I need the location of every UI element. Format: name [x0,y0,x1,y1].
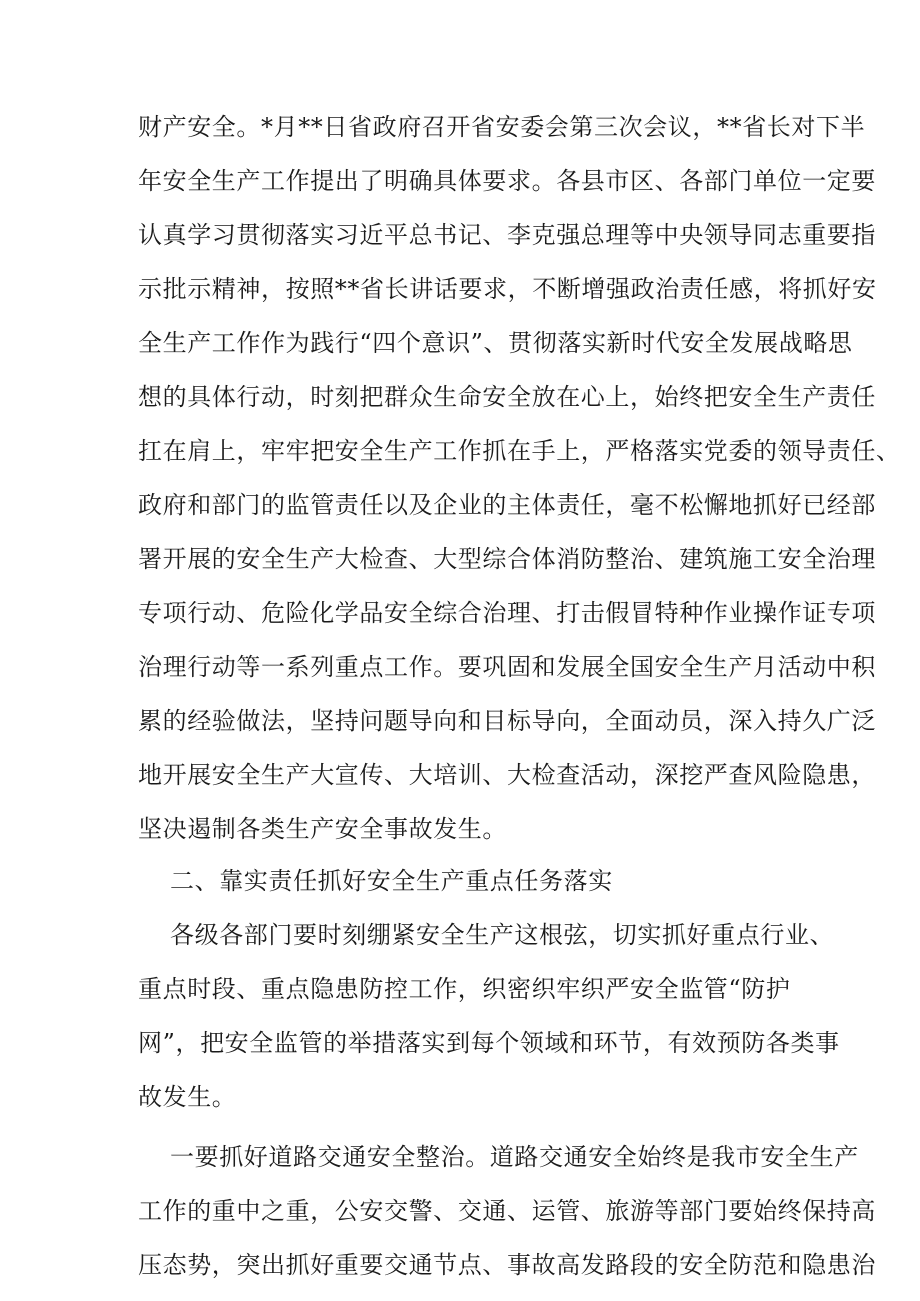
paragraph-1-line: 全生产工作作为践行“四个意识”、贯彻落实新时代安全发展战略思 [138,329,853,357]
paragraph-1-line: 年安全生产工作提出了明确具体要求。各县市区、各部门单位一定要 [138,167,876,195]
paragraph-3-line: 一要抓好道路交通安全整治。道路交通安全始终是我市安全生产 [170,1143,859,1171]
paragraph-1-line: 示批示精神，按照**省长讲话要求，不断增强政治责任感，将抓好安 [138,275,877,303]
paragraph-3-line: 工作的重中之重，公安交警、交通、运管、旅游等部门要始终保持高 [138,1197,876,1225]
paragraph-1-line: 政府和部门的监管责任以及企业的主体责任，毫不松懈地抓好已经部 [138,491,876,519]
paragraph-1-line: 财产安全。*月**日省政府召开省安委会第三次会议，**省长对下半 [138,113,866,141]
paragraph-1-line: 地开展安全生产大宣传、大培训、大检查活动，深挖严查风险隐患， [138,761,876,789]
paragraph-1-line: 想的具体行动，时刻把群众生命安全放在心上，始终把安全生产责任 [138,383,876,411]
paragraph-2-line: 各级各部门要时刻绷紧安全生产这根弦，切实抓好重点行业、 [170,921,835,949]
paragraph-1-line: 扛在肩上，牢牢把安全生产工作抓在手上，严格落实党委的领导责任、 [138,437,901,465]
paragraph-1-line: 认真学习贯彻落实习近平总书记、李克强总理等中央领导同志重要指 [138,221,876,249]
section-heading: 二、靠实责任抓好安全生产重点任务落实 [170,867,613,895]
paragraph-1-line: 专项行动、危险化学品安全综合治理、打击假冒特种作业操作证专项 [138,599,876,627]
paragraph-3-line: 压态势，突出抓好重要交通节点、事故高发路段的安全防范和隐患治 [138,1251,876,1279]
paragraph-1-line: 治理行动等一系列重点工作。要巩固和发展全国安全生产月活动中积 [138,653,876,681]
paragraph-1-line: 累的经验做法，坚持问题导向和目标导向，全面动员，深入持久广泛 [138,707,876,735]
paragraph-2-line: 网”，把安全监管的举措落实到每个领域和环节，有效预防各类事 [138,1029,840,1057]
paragraph-1-line: 坚决遏制各类生产安全事故发生。 [138,815,507,843]
paragraph-2-line: 故发生。 [138,1083,237,1111]
paragraph-2-line: 重点时段、重点隐患防控工作，织密织牢织严安全监管“防护 [138,975,791,1003]
paragraph-1-line: 署开展的安全生产大检查、大型综合体消防整治、建筑施工安全治理 [138,545,876,573]
